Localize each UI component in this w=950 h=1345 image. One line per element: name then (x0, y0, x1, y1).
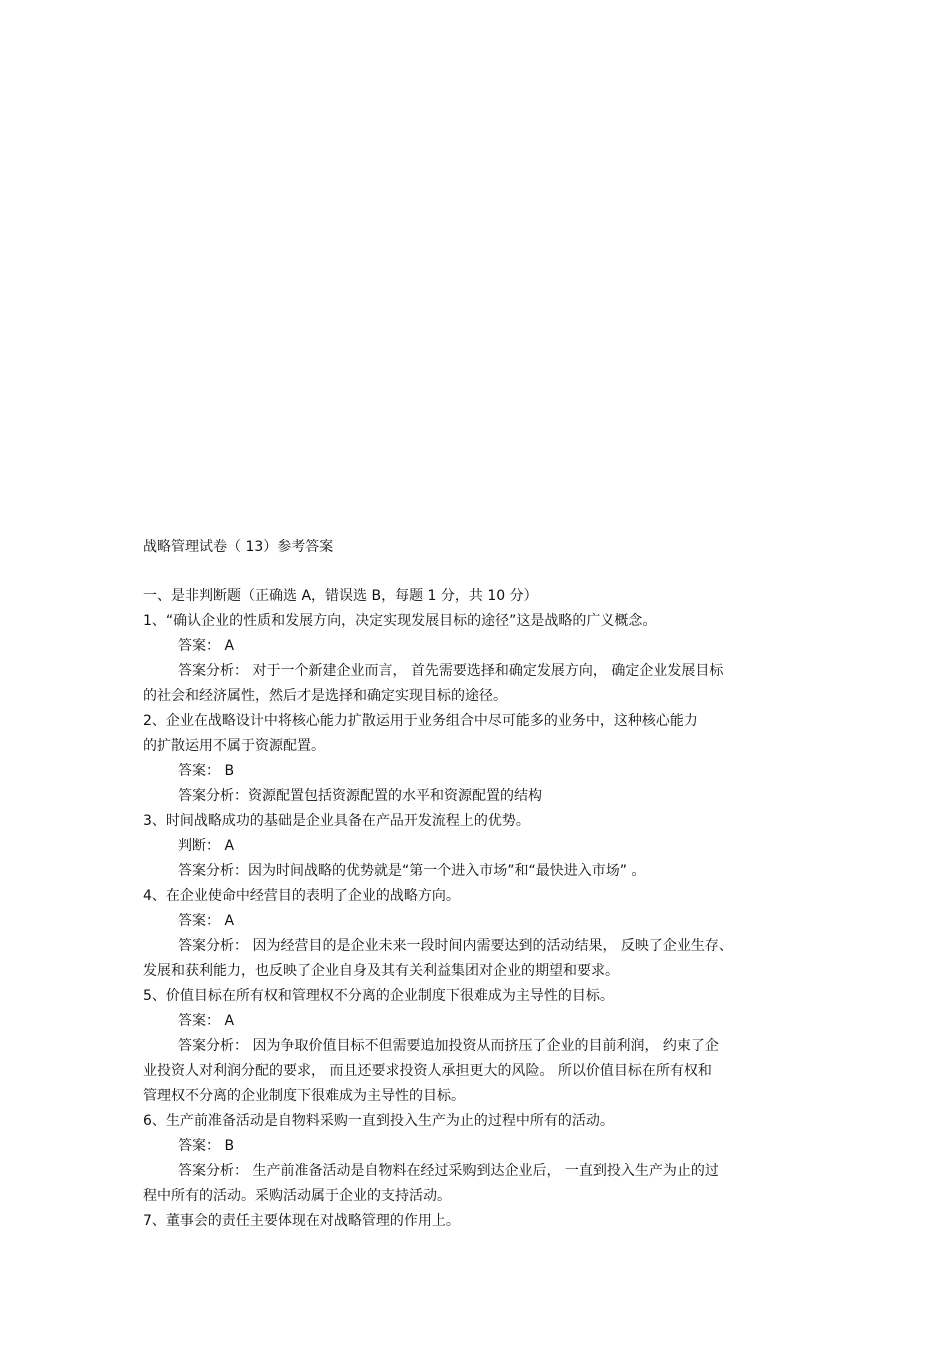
answer-4: 答案： A (178, 913, 235, 929)
analysis-6-line-2: 程中所有的活动。采购活动属于企业的支持活动。 (143, 1188, 451, 1204)
analysis-1-line-2: 的社会和经济属性，然后才是选择和确定实现目标的途径。 (143, 688, 507, 704)
question-2-line-1: 2、企业在战略设计中将核心能力扩散运用于业务组合中尽可能多的业务中，这种核心能力 (143, 713, 698, 729)
analysis-1-line-1: 答案分析： 对于一个新建企业而言， 首先需要选择和确定发展方向， 确定企业发展目标 (178, 663, 724, 679)
question-3: 3、时间战略成功的基础是企业具备在产品开发流程上的优势。 (143, 813, 530, 829)
document-title: 战略管理试卷（ 13）参考答案 (143, 539, 334, 555)
analysis-5-line-3: 管理权不分离的企业制度下很难成为主导性的目标。 (143, 1088, 465, 1104)
question-6: 6、生产前准备活动是自物料采购一直到投入生产为止的过程中所有的活动。 (143, 1113, 614, 1129)
analysis-3: 答案分析：因为时间战略的优势就是“第一个进入市场”和“最快进入市场” 。 (178, 863, 646, 879)
answer-2: 答案： B (178, 763, 235, 779)
analysis-5-line-2: 业投资人对利润分配的要求， 而且还要求投资人承担更大的风险。 所以价值目标在所有权和 (143, 1063, 712, 1079)
section-heading: 一、是非判断题（正确选 A，错误选 B，每题 1 分，共 10 分） (143, 588, 538, 604)
question-7: 7、董事会的责任主要体现在对战略管理的作用上。 (143, 1213, 460, 1229)
analysis-4-line-1: 答案分析： 因为经营目的是企业未来一段时间内需要达到的活动结果， 反映了企业生存、 (178, 938, 733, 954)
question-1: 1、“确认企业的性质和发展方向，决定实现发展目标的途径”这是战略的广义概念。 (143, 613, 657, 629)
answer-1: 答案： A (178, 638, 235, 654)
analysis-4-line-2: 发展和获利能力，也反映了企业自身及其有关利益集团对企业的期望和要求。 (143, 963, 619, 979)
analysis-6-line-1: 答案分析： 生产前准备活动是自物料在经过采购到达企业后， 一直到投入生产为止的过 (178, 1163, 719, 1179)
question-2-line-2: 的扩散运用不属于资源配置。 (143, 738, 325, 754)
document-body (143, 535, 808, 1234)
analysis-2: 答案分析：资源配置包括资源配置的水平和资源配置的结构 (178, 788, 542, 804)
answer-3: 判断： A (178, 838, 235, 854)
answer-5: 答案： A (178, 1013, 235, 1029)
analysis-5-line-1: 答案分析： 因为争取价值目标不但需要追加投资从而挤压了企业的目前利润， 约束了企 (178, 1038, 719, 1054)
answer-6: 答案： B (178, 1138, 235, 1154)
title-spacer (143, 560, 808, 584)
question-4: 4、在企业使命中经营目的表明了企业的战略方向。 (143, 888, 460, 904)
question-5: 5、价值目标在所有权和管理权不分离的企业制度下很难成为主导性的目标。 (143, 988, 614, 1004)
